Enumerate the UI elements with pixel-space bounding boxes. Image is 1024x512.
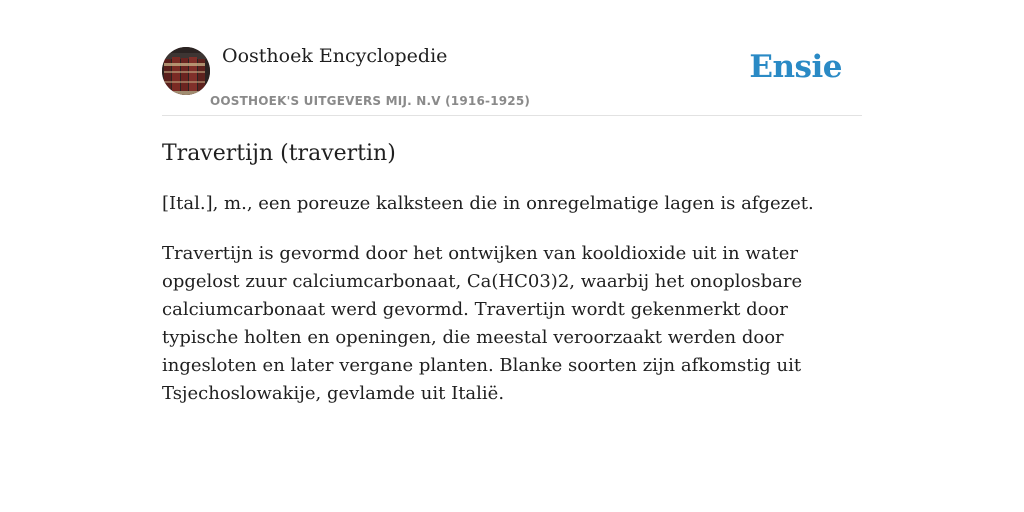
publisher-label: OOSTHOEK'S UITGEVERS MIJ. N.V (1916-1925) [210,94,531,108]
book-spines-icon [162,47,210,95]
ensie-logo[interactable]: Ensie [749,49,842,85]
header [162,0,862,116]
content-container [162,0,862,404]
entry-title: Travertijn (travertin) [162,141,396,166]
source-name-link[interactable]: Oosthoek Encyclopedie [222,45,448,67]
entry-definition: [Ital.], m., een poreuze kalksteen die in onregelmatige lagen is afgezet. [162,193,814,214]
source-avatar[interactable] [162,47,210,95]
entry-body: Travertijn is gevormd door het ontwijken van kooldioxide uit in water opgelost zuur calciumcarbonaat, Ca(HC03)2, waarbij het onoplosbare calciumcarbonaat werd gevormd. Travertijn wordt gekenmerkt door typische holten en openingen, die meestal veroorzaakt werden door ingesloten en later vergane planten. Blanke soorten zijn afkomstig uit Tsjechoslowakije, gevlamde uit Italië. [162,243,803,404]
